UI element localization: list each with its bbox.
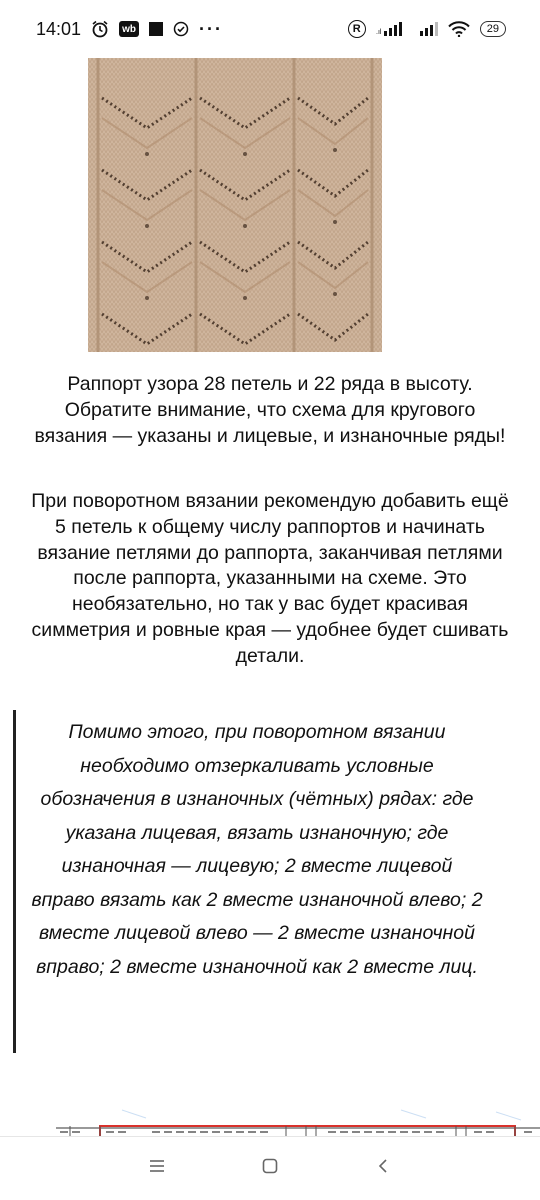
home-square-icon <box>262 1158 278 1179</box>
home-button[interactable] <box>250 1149 290 1189</box>
status-right <box>348 20 506 38</box>
knitting-chart-preview <box>56 1108 540 1136</box>
status-time: 14:01 <box>36 18 82 39</box>
registered-icon: R <box>348 20 366 38</box>
check-circle-icon <box>173 21 189 37</box>
signal-icon <box>412 22 438 36</box>
signal-icon <box>376 22 402 36</box>
status-bar <box>0 0 540 58</box>
alarm-icon <box>91 20 109 38</box>
status-left <box>36 19 223 40</box>
article-paragraph-2: При поворотном вязании рекомендую добавить ещё 5 петель к общему числу раппортов и начинать вязание петлями до раппорта, заканчивая петлями после раппорта, указанными на схеме. Это необязательно, но так у вас будет красивая симметрия и ровные края — удобнее будет сшивать детали. <box>31 490 509 667</box>
back-button[interactable] <box>363 1149 403 1189</box>
wifi-icon <box>448 21 470 37</box>
notification-square-icon <box>149 22 163 36</box>
back-chevron-icon <box>377 1158 389 1179</box>
system-nav-bar <box>0 1136 540 1200</box>
blockquote <box>13 710 493 1053</box>
more-dots-icon: ··· <box>199 18 224 39</box>
battery-icon: 29 <box>480 21 506 37</box>
blockquote-text: Помимо этого, при поворотном вязании необходимо отзеркаливать условные обозначения в изнаночных (чётных) рядах: где указана лицевая, вязать изнаночную; где изнаночная — лицевую; 2 вместе лицевой вправо вязать как 2 вместе изнаночной влево; 2 вместе лицевой влево — 2 вместе изнаночной вправо; 2 вместе изнаночной как 2 вместе лиц. <box>31 721 483 978</box>
wb-icon: wb <box>119 21 139 37</box>
menu-button[interactable] <box>137 1149 177 1189</box>
menu-icon <box>149 1159 165 1178</box>
article-paragraph-1: Раппорт узора 28 петель и 22 ряда в высоту. Обратите внимание, что схема для кругового вязания — указаны и лицевые, и изнаночные ряды! <box>34 373 506 447</box>
knit-pattern-photo <box>88 58 382 352</box>
svg-text:.ıl: .ıl <box>375 29 382 36</box>
